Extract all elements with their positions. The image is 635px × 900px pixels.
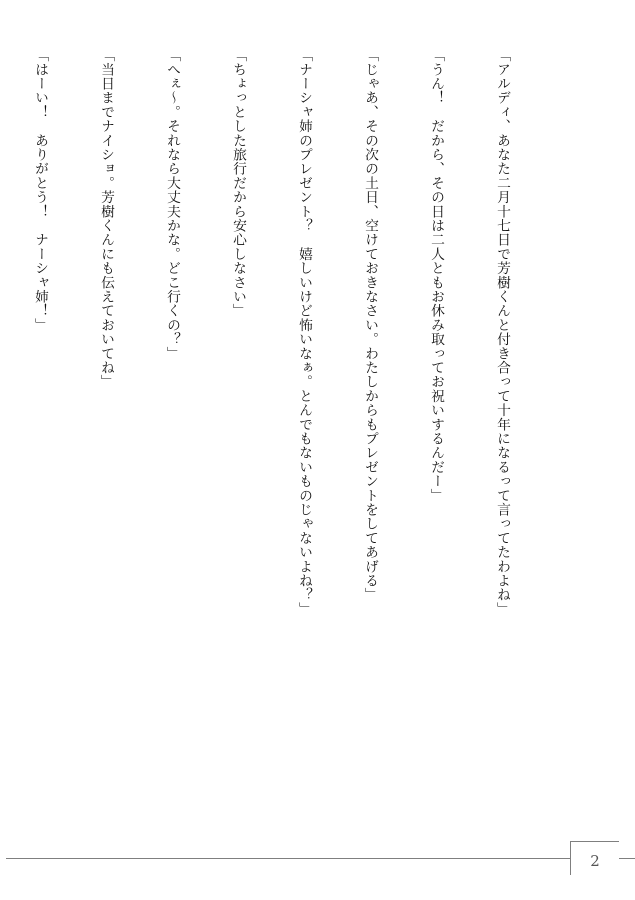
text-line: 「はーい！ ありがとう！ ナーシャ姉！」 <box>32 48 48 332</box>
vertical-text-body <box>0 48 557 830</box>
text-line: 「当日までナイショ。芳樹くんにも伝えておいてね」 <box>98 48 114 389</box>
text-line: 「うん！ だから、その日は二人ともお休み取ってお祝いするんだー」 <box>428 48 444 503</box>
footer-rule <box>6 858 570 859</box>
text-line: 「じゃあ、その次の土日、空けておきなさい。わたしからもプレゼントをしてあげる」 <box>362 48 378 602</box>
page-number: 2 <box>590 851 600 870</box>
page-number-box <box>570 841 619 875</box>
text-line: 「ちょっとした旅行だから安心しなさい」 <box>230 48 246 318</box>
text-line: 「ナーシャ姉のプレゼント？ 嬉しいけど怖いなぁ。とんでもないものじゃないよね？」 <box>296 48 312 616</box>
text-line: 「へぇ～。それなら大丈夫かな。どこ行くの？」 <box>164 48 180 361</box>
text-line: 「アルディ、あなた二月十七日で芳樹くんと付き合って十年になるって言ってたわよね」 <box>494 48 510 616</box>
